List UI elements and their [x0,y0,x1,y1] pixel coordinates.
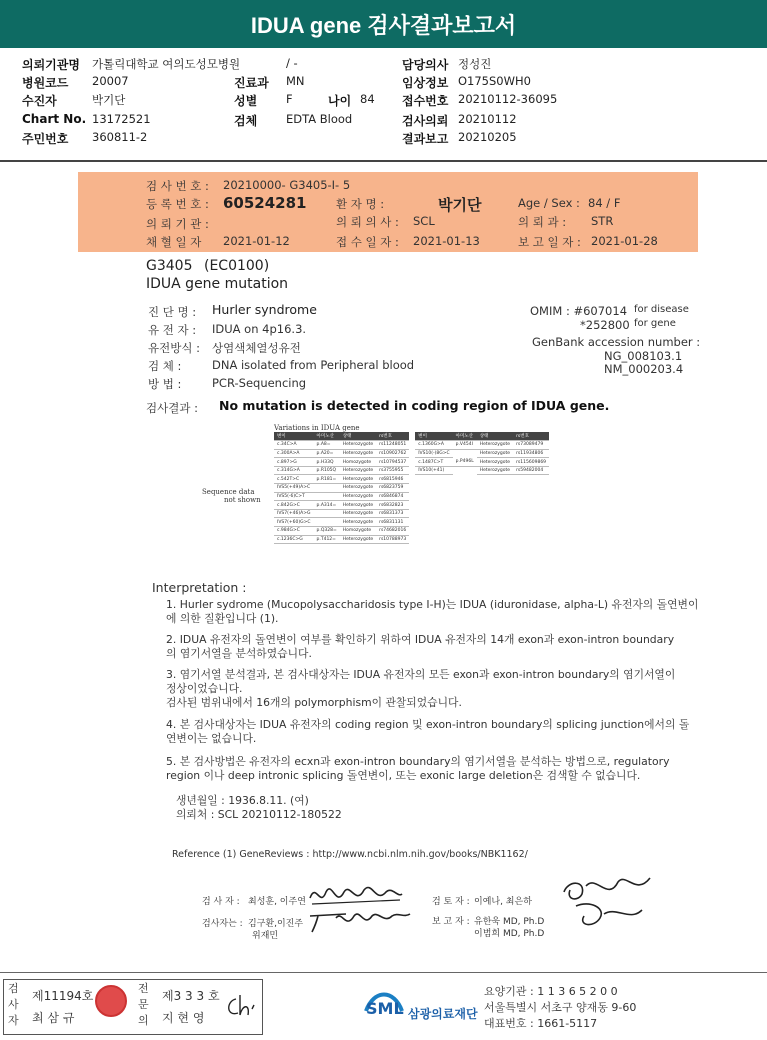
request-value: 20210112 [458,112,517,126]
table-cell [314,518,340,527]
table-cell: p.Q328= [314,527,340,536]
variations-header-cell: rs번호 [513,432,549,441]
diagnosis-value: Hurler syndrome [212,302,317,317]
variations-header-cell: 아미노산 [453,432,477,441]
patient-header [22,56,752,156]
receive-label: 접 수 일 자 : [336,235,399,249]
ref-dept-value: STR [591,214,614,228]
table-cell [513,518,549,527]
table-cell [412,501,452,510]
table-cell [412,484,452,493]
doctor-sign-value-2: 위재민 [252,931,279,941]
table-cell [412,475,452,484]
interp-1b: 에 의한 질환입니다 (1). [166,612,279,625]
interp-5a: 5. 본 검사방법은 유전자의 ecxn과 exon-intron boundary의 염기서열을 분석하는 방법으로, regulatory [166,755,670,768]
table-cell: Homozygote [340,527,376,536]
table-row [274,441,549,450]
result-value: No mutation is detected in coding region of IDUA gene. [219,398,610,413]
sml-brand: SML [366,999,404,1018]
table-cell [412,509,452,518]
reviewer-label: 검 토 자 : [432,897,470,907]
table-cell [453,518,477,527]
inst-label: 의 뢰 기 관 : [146,217,209,231]
table-row [274,466,549,475]
license-2: 제3 3 3 호 [162,989,220,1003]
omim-gene: for gene [634,318,676,329]
license-1: 제11194호 [32,989,94,1003]
table-cell: Heterozygote [340,509,376,518]
patient-value: 박기단 [92,93,126,107]
table-cell: rs3755955 [376,466,412,475]
receive-value: 2021-01-13 [413,234,480,248]
institution-value: 가톨릭대학교 여의도성모병원 [92,57,241,71]
table-cell [477,501,513,510]
variations-header-cell: 상태 [477,432,513,441]
interp-3c: 검사된 범위내에서 16개의 polymorphism이 관찰되었습니다. [166,696,462,709]
variations-grid [274,432,549,544]
reporter-value-2: 이범희 MD, Ph.D [474,929,545,939]
reg-no-value: 60524281 [223,194,307,212]
ward-value: / - [286,56,298,70]
variations-title: Variations in IDUA gene [274,424,360,432]
request-label: 검사의뢰 [402,114,449,128]
table-cell: Heterozygote [477,466,513,475]
patient-name-label: 환 자 명 : [336,197,385,211]
table-row [274,475,549,484]
table-cell [513,484,549,493]
hospital-code-value: 20007 [92,74,129,88]
table-cell: c.842G>C [274,501,314,510]
receipt-label: 접수번호 [402,94,449,108]
table-cell: c.897>G [274,458,314,467]
specimen-value: EDTA Blood [286,112,353,126]
reporter-value-1: 유한욱 MD, Ph.D [474,917,545,927]
table-cell: Heterozygote [340,484,376,493]
doctor-sign-label: 검사자는 : [202,919,243,929]
table-cell [453,527,477,536]
hospital-code-label: 병원코드 [22,76,69,90]
table-cell: c.1236C>G [274,535,314,544]
table-cell [477,492,513,501]
sex-value: F [286,92,293,106]
table-cell: Heterozygote [340,501,376,510]
table-row [274,527,549,536]
doctor-value: 정성진 [458,57,492,71]
variations-header-cell: 변이 [274,432,314,441]
interp-4a: 4. 본 검사대상자는 IDUA 유전자의 coding region 및 exon-intron boundary의 splicing junction에서의 돌 [166,718,690,731]
table-cell [412,535,452,544]
licensee-1: 최 삼 규 [32,1011,75,1025]
table-cell: p.H33Q [314,458,340,467]
table-cell [513,501,549,510]
age-sex-value: 84 / F [588,196,621,210]
report-date2-value: 2021-01-28 [591,234,658,248]
interp-4b: 연변이는 없습니다. [166,732,257,745]
variations-header-cell: 아미노산 [314,432,340,441]
table-cell: rs6832823 [376,501,412,510]
table-cell: p.T412= [314,535,340,544]
table-cell [513,492,549,501]
sample-label: 검 체 : [148,359,182,373]
table-cell: rs6831131 [376,518,412,527]
table-cell: IVS10(+41) [412,466,452,475]
age-sex-label: Age / Sex : [518,196,580,210]
requester: 의뢰처 : SCL 20210112-180522 [176,808,342,821]
table-cell [477,509,513,518]
table-cell: rs115609869 [513,458,549,467]
table-cell [513,475,549,484]
table-row [274,458,549,467]
table-cell: Heterozygote [340,518,376,527]
inheritance-value: 상염색체열성유전 [212,341,301,355]
table-cell [412,492,452,501]
table-cell [453,475,477,484]
table-cell: IVS7(+46)A>G [274,509,314,518]
genbank-label: GenBank accession number : [532,335,701,349]
ref-dept-label: 의 뢰 과 : [518,215,567,229]
sml-company: 삼광의료재단 [408,1007,478,1021]
omim-disease: for disease [634,304,689,315]
chart-value: 13172521 [92,112,151,126]
genbank-1: NG_008103.1 [604,349,683,363]
table-cell: Heterozygote [477,449,513,458]
table-cell: Heterozygote [477,441,513,450]
sex-label: 성별 [234,94,258,108]
tester-vertical-label: 검사자 [8,982,19,1027]
table-cell [453,535,477,544]
test-code: G3405 [146,258,193,274]
table-cell: p.P496L [453,458,477,467]
table-cell: rs10794537 [376,458,412,467]
diagnosis-label: 진 단 명 : [148,305,197,319]
report-date-value: 20210205 [458,130,517,144]
table-cell: rs11934806 [513,449,549,458]
department-label: 진료과 [234,76,269,90]
table-cell: c.1360G>A [412,441,452,450]
test-code-2: (EC0100) [204,258,270,274]
table-cell: rs6823759 [376,484,412,493]
table-cell: p.A20= [314,449,340,458]
footer [0,972,767,1040]
table-row [274,518,549,527]
table-cell [453,484,477,493]
table-cell: rs74682016 [376,527,412,536]
table-cell: Heterozygote [340,441,376,450]
reviewer-value: 이예나, 최은하 [474,897,532,907]
age-label: 나이 [328,94,352,108]
company-phone: 대표번호 : 1661-5117 [484,1017,598,1030]
ref-doctor-value: SCL [413,214,435,228]
inheritance-label: 유전방식 : [148,341,200,355]
table-row [274,535,549,544]
interp-3a: 3. 염기서열 분석결과, 본 검사대상자는 IDUA 유전자의 모든 exon과 exon-intron boundary의 염기서열이 [166,668,676,681]
specialist-vertical-label: 전문의 [138,982,149,1027]
gene-value: IDUA on 4p16.3. [212,322,307,336]
variations-header-cell: 변이 [412,432,452,441]
table-cell: p.A314= [314,501,340,510]
clinical-info-value: O175S0WH0 [458,74,531,88]
age-value: 84 [360,92,375,106]
table-cell: Homozygote [340,458,376,467]
scanned-report [78,172,701,962]
table-cell [453,449,477,458]
interp-2b: 의 염기서열을 분석하였습니다. [166,647,312,660]
tester-value: 최성훈, 이주연 [248,897,306,907]
reporter-label: 보 고 자 : [432,917,470,927]
table-cell [453,466,477,475]
institution-label: 의뢰기관명 [22,58,80,72]
company-address: 서울특별시 서초구 양재동 9-60 [484,1001,637,1014]
report-date2-label: 보 고 일 자 : [518,235,581,249]
table-cell [477,535,513,544]
table-cell [513,527,549,536]
hospital-code: 요양기관 : 1 1 3 6 5 2 0 0 [484,985,618,998]
interp-3b: 정상이었습니다. [166,682,243,695]
result-label: 검사결과 : [146,401,198,415]
table-cell: p.R105Q [314,466,340,475]
variations-table [274,424,594,544]
table-cell: rs73089479 [513,441,549,450]
table-cell: c.34C>A [274,441,314,450]
table-cell: Heterozygote [340,475,376,484]
table-cell [412,518,452,527]
collect-value: 2021-01-12 [223,234,290,248]
table-cell: Heterozygote [340,449,376,458]
table-cell: rs59482004 [513,466,549,475]
test-name: IDUA gene mutation [146,276,289,292]
birth-date: 생년월일 : 1936.8.11. (여) [176,794,309,807]
sample-value: DNA isolated from Peripheral blood [212,358,415,372]
table-cell: c.314G>A [274,466,314,475]
table-cell: IVS7(+60)G>C [274,518,314,527]
table-cell: rs6815946 [376,475,412,484]
id-label: 주민번호 [22,132,69,146]
table-cell: c.1487C>T [412,458,452,467]
variations-header-cell: 상태 [340,432,376,441]
table-cell: rs10788973 [376,535,412,544]
variations-header-cell: rs번호 [376,432,412,441]
table-cell [412,527,452,536]
interp-2a: 2. IDUA 유전자의 돌연변이 여부를 확인하기 위하여 IDUA 유전자의 14개 exon과 exon-intron boundary [166,633,675,646]
header-divider [0,160,767,162]
interp-5b: region 이나 deep intronic splicing 돌연변이, 또는 exonic large deletion은 검색할 수 없습니다. [166,769,641,782]
reg-no-label: 등 록 번 호 : [146,197,209,211]
patient-label: 수진자 [22,94,57,108]
table-cell: IVS5(-6)C>T [274,492,314,501]
collect-label: 채 혈 일 자 [146,235,202,249]
omim-2: *252800 [580,318,630,332]
table-cell: Heterozygote [340,466,376,475]
gene-label: 유 전 자 : [148,323,197,337]
test-no-label: 검 사 번 호 : [146,179,209,193]
doctor-signature [306,906,416,936]
table-row [274,449,549,458]
interp-heading: Interpretation : [152,580,247,595]
licensee-2: 지 현 영 [162,1011,205,1025]
table-cell: c.984G>C [274,527,314,536]
reviewer-signature [556,872,656,938]
method-label: 방 법 : [148,377,182,391]
table-cell [477,518,513,527]
table-row [274,501,549,510]
specimen-label: 검체 [234,114,258,128]
table-cell: rs6846874 [376,492,412,501]
clinical-info-label: 임상정보 [402,76,449,90]
official-seal [95,985,127,1017]
table-cell [477,527,513,536]
interp-1a: 1. Hurler sydrome (Mucopolysaccharidosis type I-H)는 IDUA (iduronidase, alpha-L) 유전자의 돌연변이 [166,598,699,611]
table-row [274,509,549,518]
reference: Reference (1) GeneReviews : http://www.ncbi.nlm.nih.gov/books/NBK1162/ [172,849,528,860]
table-row [274,492,549,501]
genbank-2: NM_000203.4 [604,362,684,376]
sml-logo [364,983,478,1023]
table-cell: c.300A>A [274,449,314,458]
sequence-note-2: not shown [224,496,261,504]
table-cell: rs10902762 [376,449,412,458]
ref-doctor-label: 의 뢰 의 사 : [336,215,399,229]
table-cell: Heterozygote [340,492,376,501]
doctor-label: 담당의사 [402,58,449,72]
table-cell: Heterozygote [477,458,513,467]
doctor-sign-value: 김구환,이진주 [248,919,304,929]
table-cell [513,535,549,544]
table-cell [453,501,477,510]
table-cell: IVS10(-)8G>C [412,449,452,458]
table-cell [314,484,340,493]
table-cell: p.V454I [453,441,477,450]
specialist-signature [222,991,258,1021]
table-cell: c.542T>C [274,475,314,484]
report-date-label: 결과보고 [402,132,449,146]
table-cell [477,475,513,484]
table-row [274,484,549,493]
test-no-value: 20210000- G3405-I- 5 [223,178,351,192]
omim-label: OMIM : #607014 [530,304,628,318]
report-title: IDUA gene 검사결과보고서 [0,0,767,48]
receipt-value: 20210112-36095 [458,92,558,106]
table-cell [453,509,477,518]
id-value: 360811-2 [92,130,148,144]
table-cell: rs11248051 [376,441,412,450]
chart-label: Chart No. [22,112,87,126]
table-cell [513,509,549,518]
table-cell [453,492,477,501]
variations-header-row [274,432,549,441]
table-cell [314,492,340,501]
patient-name-value: 박기단 [438,196,482,214]
table-cell: rs6831373 [376,509,412,518]
tester-label: 검 사 자 : [202,897,240,907]
sequence-note-1: Sequence data [202,488,255,496]
department-value: MN [286,74,305,88]
table-cell [314,509,340,518]
table-cell: Heterozygote [340,535,376,544]
table-cell: p.A8= [314,441,340,450]
table-cell: p.R181= [314,475,340,484]
method-value: PCR-Sequencing [212,376,307,390]
table-cell [477,484,513,493]
table-cell: IVS5(+49)A>C [274,484,314,493]
